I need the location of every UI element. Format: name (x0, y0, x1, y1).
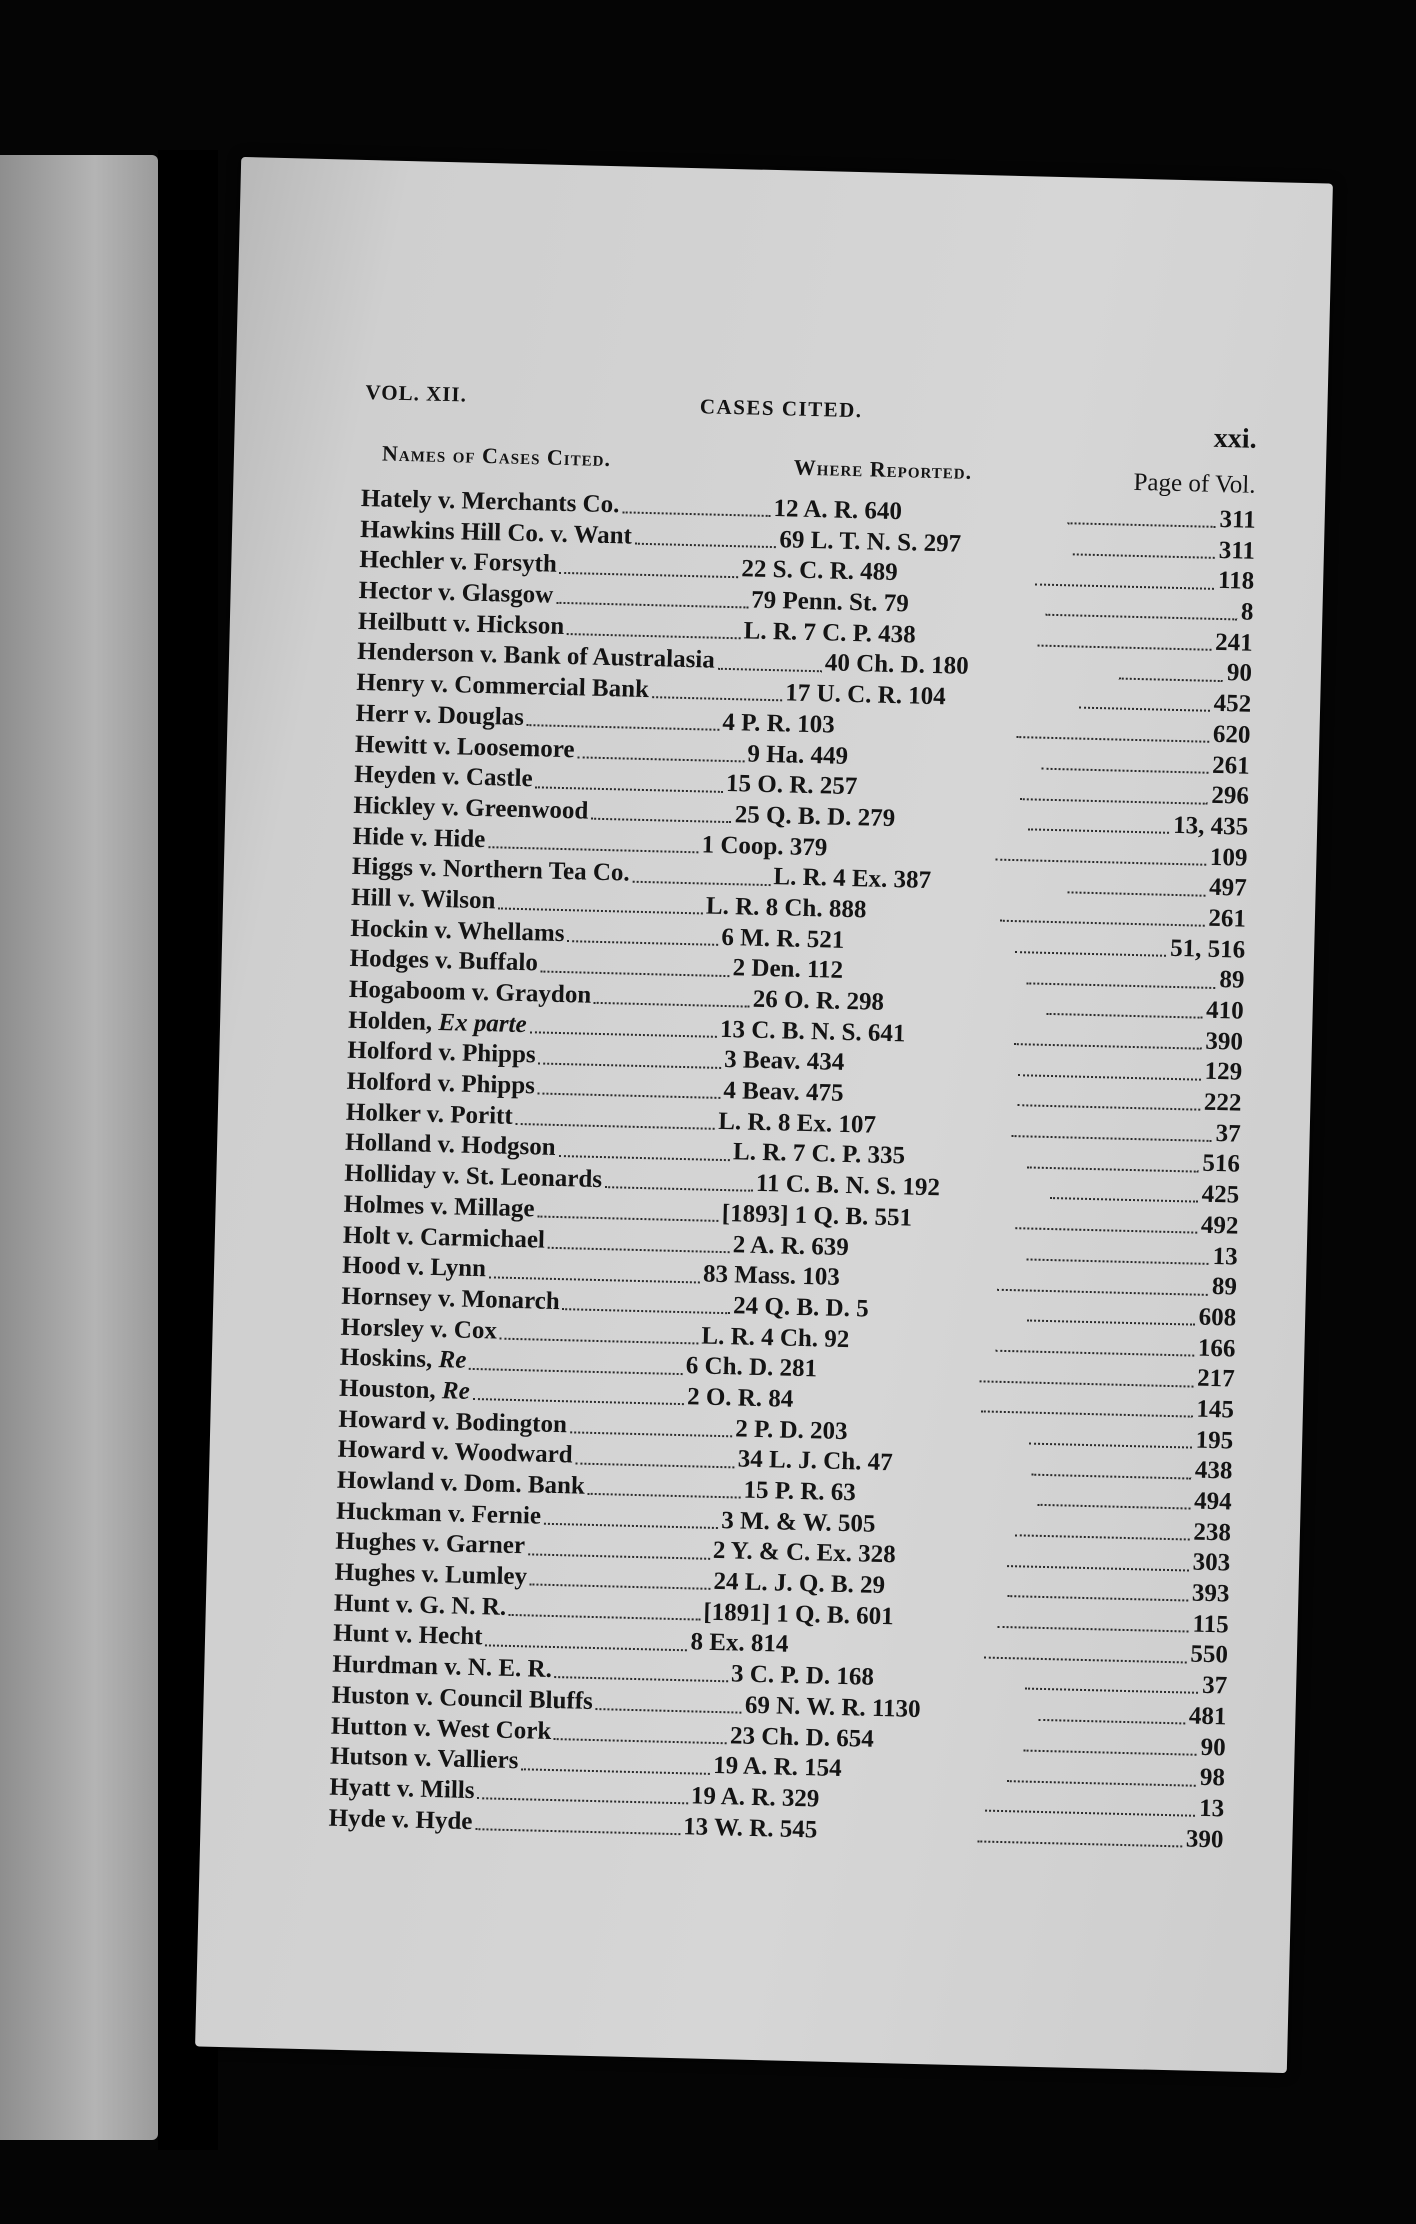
case-name-text: Hughes v. Lumley (334, 1558, 528, 1591)
case-name (329, 1773, 475, 1805)
running-title: CASES CITED. (699, 394, 863, 423)
page-number: xxi. (1213, 422, 1258, 455)
dot-leader (529, 1031, 716, 1038)
dot-leader (1000, 920, 1205, 927)
case-name-text: Howland v. Dom. Bank (336, 1466, 586, 1500)
case-name-text: Holt v. Carmichael (342, 1221, 546, 1254)
dot-leader (1079, 707, 1209, 712)
case-name (340, 1344, 467, 1375)
dot-leader (475, 1828, 680, 1835)
case-name-text: Hodges v. Buffalo (349, 945, 539, 977)
where-reported: 69 L. T. N. S. 297 (779, 525, 962, 558)
page-of-volume: 241 (1214, 628, 1254, 657)
dot-leader (1016, 1227, 1197, 1233)
case-name (338, 1405, 567, 1439)
where-reported: 2 Y. & C. Ex. 328 (712, 1537, 897, 1569)
case-name-italic: Re (441, 1377, 471, 1405)
page-of-volume: 494 (1193, 1487, 1233, 1516)
case-name (358, 577, 553, 610)
case-name-text: Howard v. Bodington (338, 1405, 568, 1438)
case-name-text: Hunt v. G. N. R. (333, 1589, 507, 1621)
dot-leader (1007, 1780, 1196, 1787)
dot-leader (527, 724, 720, 731)
where-reported: 83 Mass. 103 (702, 1260, 841, 1292)
dot-leader (985, 1810, 1195, 1817)
where-reported: 26 O. R. 298 (752, 985, 885, 1016)
case-name-text: Huckman v. Fernie (335, 1497, 542, 1530)
case-name-text: Hunt v. Hecht (332, 1620, 483, 1651)
dot-leader (1027, 1320, 1195, 1326)
dot-leader (469, 1367, 683, 1374)
case-name (359, 546, 557, 579)
case-name (345, 1129, 556, 1162)
page-of-volume: 452 (1213, 689, 1252, 718)
column-header-where: Where Reported. (793, 454, 973, 484)
case-name-text: Hately v. Merchants Co. (360, 484, 620, 519)
case-name (349, 945, 538, 978)
where-reported: 2 P. D. 203 (735, 1415, 848, 1445)
page-of-volume: 311 (1218, 536, 1256, 565)
dot-leader (498, 908, 703, 915)
case-name (331, 1712, 552, 1745)
case-name-text: Houston, (338, 1374, 443, 1405)
dot-leader (1045, 614, 1237, 621)
case-name (361, 485, 620, 519)
dot-leader (567, 633, 741, 639)
page-of-volume: 89 (1211, 1273, 1238, 1301)
dot-leader (1017, 1105, 1200, 1111)
dot-leader (558, 1155, 729, 1161)
case-name-text: Hutson v. Valliers (329, 1742, 519, 1775)
dot-leader (1032, 1473, 1191, 1479)
dot-leader (1035, 583, 1214, 589)
case-name (328, 1804, 472, 1836)
case-name-text: Hyatt v. Mills (329, 1773, 475, 1805)
dot-leader (1007, 1565, 1189, 1571)
case-name-text: Herr v. Douglas (355, 699, 525, 731)
dot-leader (980, 1380, 1194, 1387)
case-name-text: Holford v. Phipps (347, 1037, 536, 1069)
case-name (355, 700, 524, 732)
page-of-volume: 410 (1205, 996, 1245, 1025)
dot-leader (528, 1553, 710, 1559)
case-name-text: Hawkins Hill Co. v. Want (359, 515, 633, 550)
page-of-volume: 481 (1188, 1702, 1227, 1731)
where-reported: 19 A. R. 329 (690, 1782, 820, 1813)
page-of-volume: 311 (1219, 505, 1257, 534)
dot-leader (1037, 1504, 1190, 1510)
page-of-volume: 393 (1191, 1579, 1230, 1608)
dot-leader (605, 1187, 753, 1193)
dot-leader (1012, 1135, 1212, 1142)
case-name-text: Holmes v. Millage (343, 1190, 535, 1223)
dot-leader (1029, 1443, 1191, 1449)
page-of-volume: 296 (1211, 782, 1250, 810)
dot-leader (560, 572, 739, 578)
case-name-text: Heilbutt v. Hickson (357, 607, 565, 640)
case-name (351, 884, 496, 916)
where-reported: 2 A. R. 639 (732, 1230, 850, 1261)
dot-leader (977, 1840, 1182, 1847)
where-reported: L. R. 7 C. P. 335 (732, 1138, 906, 1170)
case-name-text: Holland v. Hodgson (344, 1129, 556, 1162)
where-reported: 6 Ch. D. 281 (685, 1352, 818, 1383)
page-of-volume: 166 (1197, 1334, 1236, 1363)
page-of-volume: 8 (1240, 598, 1254, 626)
dot-leader (1018, 1074, 1201, 1080)
case-name (343, 1191, 535, 1224)
case-name (335, 1528, 525, 1561)
dot-leader (1026, 982, 1215, 989)
page-of-volume: 390 (1205, 1027, 1244, 1056)
volume-label: VOL. XII. (365, 380, 468, 407)
where-reported: 8 Ex. 814 (690, 1628, 789, 1659)
page-of-volume: 51, 516 (1169, 934, 1246, 964)
case-name (352, 822, 485, 853)
case-name (356, 669, 649, 704)
dot-leader (652, 697, 782, 702)
where-reported: 79 Penn. St. 79 (750, 586, 910, 618)
case-name-text: Higgs v. Northern Tea Co. (351, 853, 630, 887)
page-of-volume: 115 (1192, 1610, 1230, 1639)
where-reported: 13 C. B. N. S. 641 (719, 1015, 906, 1048)
cases-list (328, 485, 1256, 1857)
dot-leader (1027, 1258, 1209, 1264)
facing-page-edge (0, 155, 158, 2140)
case-name-italic: Re (438, 1346, 467, 1375)
page-of-volume: 13 (1198, 1794, 1225, 1823)
case-name-text: Hoskins, (339, 1343, 439, 1374)
dot-leader (1029, 829, 1170, 834)
page-of-volume: 238 (1193, 1518, 1232, 1547)
case-name (342, 1252, 486, 1284)
dot-leader (567, 940, 718, 946)
dot-leader (544, 1523, 718, 1529)
case-name (343, 1221, 546, 1254)
case-name-text: Holford v. Phipps (346, 1067, 536, 1100)
case-name (349, 976, 592, 1010)
case-name-text: Henderson v. Bank of Australasia (356, 638, 716, 675)
case-name-text: Horsley v. Cox (340, 1313, 498, 1345)
dot-leader (1037, 645, 1211, 651)
dot-leader (1039, 1719, 1185, 1725)
where-reported: 13 W. R. 545 (682, 1812, 818, 1844)
where-reported: 24 L. J. Q. B. 29 (713, 1567, 886, 1600)
case-name-italic: Ex parte (438, 1008, 527, 1038)
case-name (341, 1283, 560, 1316)
dot-leader (1016, 736, 1209, 743)
dot-leader (538, 1062, 721, 1068)
where-reported: 34 L. J. Ch. 47 (737, 1445, 894, 1477)
case-name-text: Hughes v. Garner (335, 1528, 526, 1560)
case-name (346, 1068, 535, 1101)
case-name (355, 730, 575, 763)
dot-leader (596, 1708, 742, 1714)
where-reported: 25 Q. B. D. 279 (734, 801, 896, 832)
dot-leader (984, 1656, 1186, 1663)
where-reported: L. R. 7 C. P. 438 (743, 617, 917, 649)
case-name (334, 1559, 527, 1592)
case-name (348, 1007, 527, 1039)
dot-leader (1020, 798, 1208, 805)
where-reported: [1893] 1 Q. B. 551 (721, 1199, 913, 1232)
page-of-volume: 438 (1194, 1456, 1233, 1485)
where-reported: 11 C. B. N. S. 192 (755, 1169, 941, 1202)
dot-leader (521, 1768, 710, 1775)
case-name-text: Hurdman v. N. E. R. (332, 1650, 553, 1684)
case-name-text: Hide v. Hide (352, 822, 486, 853)
dot-leader (995, 1350, 1194, 1357)
case-name-text: Howard v. Woodward (337, 1436, 573, 1469)
page-of-volume: 497 (1208, 874, 1248, 902)
page-of-volume: 217 (1196, 1364, 1236, 1393)
case-name (339, 1375, 470, 1406)
page-of-volume: 129 (1204, 1058, 1243, 1087)
case-name (350, 914, 565, 947)
column-header-names: Names of Cases Cited. (381, 440, 612, 472)
dot-leader (554, 1738, 727, 1744)
page-of-volume: 118 (1217, 567, 1255, 596)
page-of-volume: 195 (1195, 1426, 1234, 1455)
page-of-volume: 550 (1190, 1641, 1229, 1669)
where-reported: 4 P. R. 103 (722, 708, 836, 739)
page-of-volume: 261 (1211, 751, 1251, 780)
dot-leader (1015, 951, 1166, 957)
where-reported: 22 S. C. R. 489 (741, 555, 899, 587)
where-reported: L. R. 4 Ex. 387 (773, 863, 932, 895)
dot-leader (473, 1398, 684, 1405)
dot-leader (509, 1614, 700, 1621)
where-reported: 9 Ha. 449 (747, 739, 849, 770)
case-name-text: Henry v. Commercial Bank (356, 669, 650, 704)
dot-leader (556, 602, 748, 609)
case-name (331, 1681, 593, 1715)
case-name-text: Hornsey v. Monarch (341, 1282, 561, 1315)
dot-leader (1050, 1197, 1198, 1203)
dot-leader (981, 1411, 1192, 1418)
case-name (333, 1620, 483, 1652)
case-name (332, 1651, 552, 1684)
dot-leader (570, 1431, 732, 1437)
where-reported: 3 C. P. D. 168 (730, 1660, 875, 1691)
dot-leader (548, 1247, 730, 1253)
dot-leader (588, 1493, 741, 1499)
case-name-text: Huston v. Council Bluffs (331, 1681, 594, 1715)
dot-leader (541, 970, 730, 977)
dot-leader (538, 1093, 721, 1099)
case-name-text: Hector v. Glasgow (358, 577, 554, 609)
where-reported: 40 Ch. D. 180 (824, 649, 969, 681)
dot-leader (1067, 523, 1215, 529)
dot-leader (535, 786, 723, 793)
dot-leader (1015, 1534, 1189, 1540)
dot-leader (1119, 677, 1223, 682)
where-reported: 2 O. R. 84 (686, 1383, 794, 1413)
case-name (346, 1099, 514, 1131)
case-name (360, 516, 632, 551)
case-name (352, 853, 630, 888)
case-name (336, 1497, 541, 1530)
case-name-text: Hockin v. Whellams (350, 914, 565, 947)
where-reported: 15 P. R. 63 (743, 1476, 857, 1507)
where-reported: L. R. 8 Ch. 888 (705, 892, 867, 924)
where-reported: 69 N. W. R. 1130 (744, 1691, 921, 1723)
page-of-volume: 390 (1185, 1825, 1224, 1854)
where-reported: 17 U. C. R. 104 (785, 679, 947, 711)
page-of-volume: 608 (1198, 1303, 1237, 1332)
dot-leader (1025, 1688, 1198, 1694)
page-of-volume: 90 (1200, 1733, 1227, 1761)
where-reported: L. R. 8 Ex. 107 (717, 1107, 877, 1139)
dot-leader (489, 1276, 700, 1283)
dot-leader (1024, 1749, 1197, 1755)
dot-leader (1067, 891, 1205, 896)
where-reported: 2 Den. 112 (732, 954, 844, 985)
dot-leader (537, 1216, 718, 1222)
page-of-volume: 37 (1215, 1119, 1242, 1148)
dot-leader (555, 1677, 728, 1683)
page-of-volume: 261 (1208, 904, 1247, 933)
where-reported: 19 A. R. 154 (712, 1752, 842, 1783)
dot-leader (622, 512, 770, 518)
dot-leader (1027, 1166, 1198, 1172)
dot-leader (997, 1626, 1188, 1633)
where-reported: 4 Beav. 475 (723, 1077, 844, 1107)
case-name-text: Hood v. Lynn (341, 1251, 487, 1283)
dot-leader (1041, 768, 1208, 774)
page-of-volume: 89 (1219, 966, 1245, 995)
case-name (344, 1160, 602, 1194)
page-of-volume: 516 (1202, 1150, 1241, 1179)
case-name-text: Hogaboom v. Graydon (348, 975, 592, 1009)
page-of-volume: 13, 435 (1172, 811, 1249, 841)
case-name (337, 1436, 573, 1470)
dot-leader (516, 1123, 716, 1130)
dot-leader (577, 756, 744, 762)
case-name-text: Hewitt v. Loosemore (354, 730, 575, 763)
dot-leader (1046, 1013, 1202, 1019)
dot-leader (1007, 1595, 1188, 1601)
where-reported: 24 Q. B. D. 5 (732, 1292, 869, 1323)
page-of-volume: 90 (1226, 659, 1253, 688)
case-name-text: Holker v. Poritt (345, 1098, 514, 1130)
dot-leader (718, 668, 822, 673)
case-name-text: Heyden v. Castle (353, 761, 533, 793)
book-page (195, 157, 1333, 2073)
case-name (353, 792, 589, 826)
where-reported: 3 Beav. 434 (723, 1046, 845, 1077)
case-name-text: Hickley v. Greenwood (353, 791, 589, 825)
page-of-volume: 145 (1196, 1395, 1235, 1424)
page-of-volume: 37 (1201, 1672, 1228, 1700)
dot-leader (575, 1462, 734, 1468)
case-name (340, 1313, 497, 1345)
page-of-volume: 109 (1209, 843, 1248, 872)
dot-leader (594, 1002, 750, 1008)
dot-leader (477, 1797, 687, 1804)
case-name (358, 608, 565, 641)
case-name (354, 761, 533, 793)
dot-leader (488, 846, 698, 853)
case-name-text: Hechler v. Forsyth (359, 546, 558, 579)
page-of-volume: 13 (1212, 1242, 1239, 1271)
dot-leader (995, 858, 1205, 865)
page-of-volume: 425 (1201, 1180, 1240, 1209)
page-of-volume: 98 (1199, 1764, 1226, 1792)
dot-leader (530, 1584, 711, 1590)
dot-leader (1073, 553, 1215, 558)
case-name (347, 1037, 536, 1070)
where-reported: 12 A. R. 640 (773, 495, 903, 526)
where-reported: 1 Coop. 379 (701, 830, 828, 862)
dot-leader (1014, 1043, 1201, 1050)
column-header-page: Page of Vol. (1133, 468, 1256, 499)
dot-leader (632, 880, 770, 885)
where-reported: 6 M. R. 521 (721, 923, 845, 954)
page-of-volume: 620 (1212, 720, 1251, 749)
where-reported: 3 M. & W. 505 (720, 1506, 876, 1538)
dot-leader (997, 1288, 1208, 1295)
where-reported: L. R. 4 Ch. 92 (701, 1322, 850, 1353)
where-reported: [1891] 1 Q. B. 601 (703, 1598, 894, 1631)
page-of-volume: 303 (1192, 1548, 1231, 1577)
page-of-volume: 492 (1200, 1211, 1239, 1240)
case-name (337, 1467, 586, 1501)
case-name-text: Hyde v. Hyde (328, 1804, 473, 1835)
page-of-volume: 222 (1203, 1088, 1242, 1117)
dot-leader (591, 818, 732, 823)
dot-leader (562, 1308, 730, 1314)
case-name-text: Hutton v. West Cork (330, 1712, 552, 1745)
case-name-text: Holden, (347, 1006, 439, 1036)
case-name (334, 1589, 507, 1621)
case-name (330, 1743, 519, 1776)
case-name-text: Holliday v. St. Leonards (344, 1159, 603, 1194)
dot-leader (485, 1644, 687, 1651)
where-reported: 15 O. R. 257 (725, 770, 858, 801)
dot-leader (500, 1338, 699, 1345)
dot-leader (635, 543, 777, 548)
where-reported: 23 Ch. D. 654 (729, 1721, 875, 1753)
case-name-text: Hill v. Wilson (350, 883, 496, 915)
